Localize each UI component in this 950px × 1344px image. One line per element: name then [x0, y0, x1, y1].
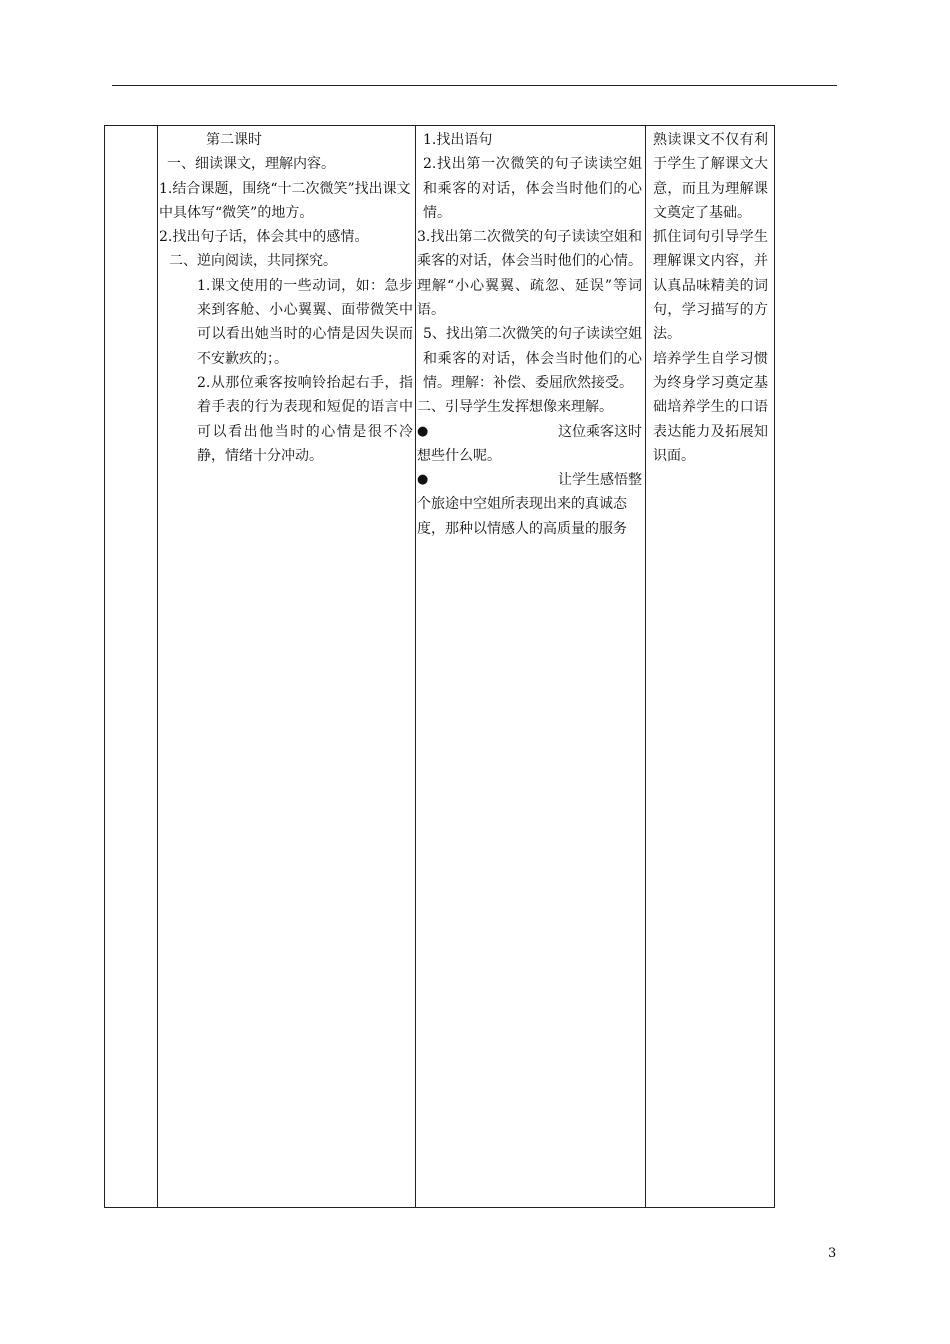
section-heading: 二、逆向阅读，共同探究。: [169, 253, 337, 270]
page-number: 3: [828, 1246, 837, 1261]
bullet-text: 这位乘客这时: [558, 423, 642, 440]
intent-item: 熟读课文不仅有利于学生了解课文大意，而且为理解课文奠定了基础。: [653, 132, 768, 221]
activity-item: 2.找出第一次微笑的句子读读空姐和乘客的对话，体会当时他们的心情。: [423, 156, 642, 221]
section-heading: 二、引导学生发挥想像来理解。: [417, 399, 613, 416]
step-item: 1.结合课题，围绕“十二次微笑”找出课文中具体写“微笑”的地方。: [159, 180, 411, 221]
bullet-line: [417, 468, 642, 492]
student-activity-cell: [416, 126, 646, 1208]
step-item: 2.从那位乘客按响铃抬起右手，指着手表的行为表现和短促的语言中可以看出他当时的心情是很不冷静，情绪十分冲动。: [197, 374, 413, 464]
activity-item: 5、找出第二次微笑的句子读读空姐和乘客的对话，体会当时他们的心情。理解：补偿、委屈欣然接受。: [423, 326, 642, 391]
lesson-title: 第二课时: [206, 132, 262, 148]
activity-item: 3.找出第二次微笑的句子读读空姐和乘客的对话，体会当时他们的心情。理解“小心翼翼、疏忽、延误”等词语。: [417, 229, 642, 319]
bullet-text: 让学生感悟整: [558, 472, 642, 489]
section-heading: 一、细读课文，理解内容。: [167, 156, 335, 173]
header-rule: [112, 85, 837, 86]
intent-item: 抓住词句引导学生理解课文内容，并认真品味精美的词句，学习描写的方法。: [653, 229, 768, 343]
empty-cell: [105, 126, 158, 1208]
activity-item: 1.找出语句: [423, 132, 493, 148]
bullet-line: [417, 420, 642, 444]
intent-item: 培养学生自学习惯为终身学习奠定基础培养学生的口语表达能力及拓展知识面。: [653, 350, 768, 464]
bullet-icon: ●: [417, 472, 429, 488]
bullet-icon: ●: [417, 423, 429, 439]
teaching-process-cell: [158, 126, 416, 1208]
activity-text: 想些什么呢。: [417, 447, 501, 464]
step-item: 1.课文使用的一些动词，如：急步来到客舱、小心翼翼、面带微笑中可以看出她当时的心情是因失误而不安歉疚的；。: [197, 277, 413, 367]
lesson-plan-table: [104, 125, 775, 1208]
activity-text: 个旅途中空姐所表现出来的真诚态度，那种以情感人的高质量的服务: [417, 496, 627, 537]
step-item: 2.找出句子话，体会其中的感情。: [159, 229, 369, 246]
design-intent-cell: [646, 126, 775, 1208]
